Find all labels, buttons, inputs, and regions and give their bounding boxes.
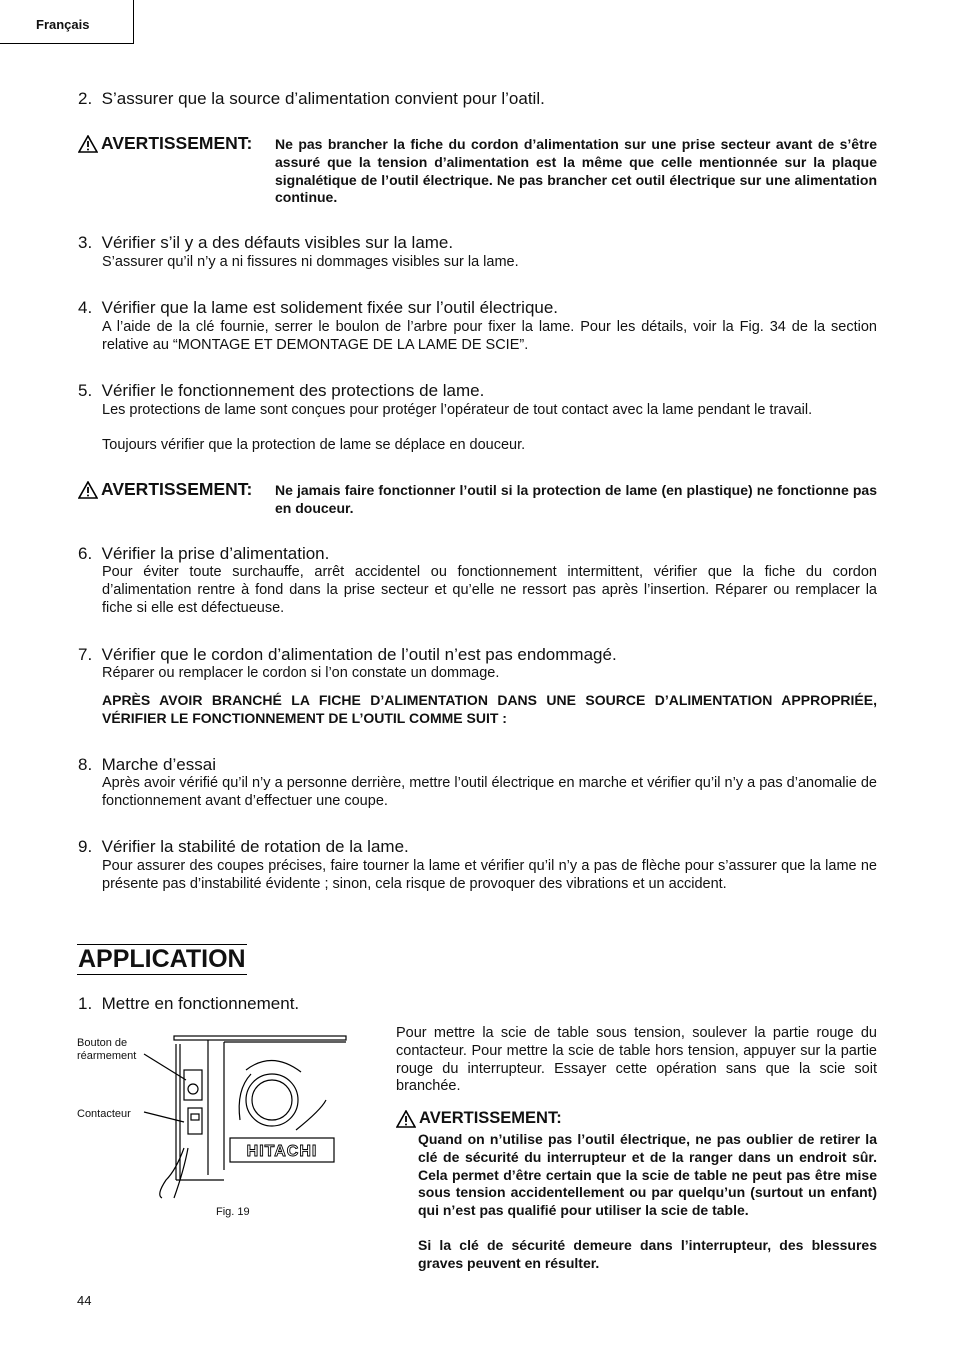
figure-caption: Fig. 19 <box>216 1206 250 1218</box>
item-body: Pour éviter toute surchauffe, arrêt accidentel ou fonctionnement intermittent, vérifier que la fiche du cordon d’alimentation rentre à fond dans la prise secteur et qu’elle ne ressort pas après l’insertion. Réparer ou remplacer la fiche si elle est défectueuse. <box>102 564 877 616</box>
application-step: 1. Mettre en fonctionnement. <box>78 994 300 1013</box>
item-3: 3. Vérifier s’il y a des défauts visibles sur la lame. <box>78 233 454 252</box>
item-body: Pour assurer des coupes précises, faire tourner la lame et vérifier qu’il n’y a pas de flèche pour s’assurer que la lame ne présente pas d’instabilité évidente ; sinon, cela risque de provoquer des vibrations et un accident. <box>102 858 877 892</box>
warning-text: Ne jamais faire fonctionner l’outil si la protection de lame (en plastique) ne fonctionne pas en douceur. <box>275 482 877 516</box>
item-8: 8. Marche d’essai <box>78 755 216 774</box>
warning-icon <box>396 1110 416 1128</box>
warning-label: AVERTISSEMENT: <box>396 1109 562 1128</box>
warning-label: AVERTISSEMENT: <box>78 133 252 154</box>
item-body: Réparer ou remplacer le cordon si l’on constate un dommage. <box>102 665 500 681</box>
section-title: APPLICATION <box>78 945 246 973</box>
item-body: Après avoir vérifié qu’il n’y a personne derrière, mettre l’outil électrique en marche et vérifier qu’il n’y a pas d’anomalie de fonctionnement avant d’effectuer une coupe. <box>102 775 877 809</box>
item-body: S’assurer qu’il n’y a ni fissures ni dommages visibles sur la lame. <box>102 254 519 270</box>
item-bold-note: APRÈS AVOIR BRANCHÉ LA FICHE D’ALIMENTATION DANS UNE SOURCE D’ALIMENTATION APPROPRIÉE, VÉRIFIER LE FONCTIONNEMENT DE L’OUTIL COMME SUIT : <box>102 692 877 726</box>
item-6: 6. Vérifier la prise d’alimentation. <box>78 544 330 563</box>
warning-text: Quand on n’utilise pas l’outil électrique, ne pas oublier de retirer la clé de sécurité du interrupteur et de la ranger dans un endroit sûr. Cela permet d’être certain que la scie de table ne peut pas être mise sous tension accidentellement ou par quelqu’un (surtout un enfant) qui n’est pas qualifié pour utiliser la scie de table. <box>418 1131 877 1219</box>
language-tab <box>0 0 134 44</box>
warning-icon <box>78 481 98 499</box>
item-4: 4. Vérifier que la lame est solidement fixée sur l’outil électrique. <box>78 298 559 317</box>
item-body: Les protections de lame sont conçues pour protéger l’opérateur de tout contact avec la lame pendant le travail. <box>102 402 813 418</box>
language-label: Français <box>36 17 90 32</box>
warning-label: AVERTISSEMENT: <box>78 479 252 500</box>
item-9: 9. Vérifier la stabilité de rotation de la lame. <box>78 837 409 856</box>
item-7: 7. Vérifier que le cordon d’alimentation de l’outil n’est pas endommagé. <box>78 645 617 664</box>
item-body: Toujours vérifier que la protection de lame se déplace en douceur. <box>102 437 526 453</box>
label-reset-button: Bouton de réarmement <box>77 1037 137 1062</box>
item-5: 5. Vérifier le fonctionnement des protections de lame. <box>78 381 485 400</box>
item-title: S’assurer que la source d’alimentation convient pour l’oatil. <box>101 89 545 108</box>
application-text: Pour mettre la scie de table sous tension, soulever la partie rouge du contacteur. Pour mettre la scie de table hors tension, appuyer sur la partie rouge du interrupteur. Essayer cette opération sans que la scie soit branchée. <box>396 1025 877 1095</box>
item-number: 2. <box>78 89 93 108</box>
item-2 <box>78 89 545 109</box>
item-body: A l’aide de la clé fournie, serrer le boulon de l’arbre pour fixer la lame. Pour les détails, voir la Fig. 34 de la section relative au “MONTAGE ET DEMONTAGE DE LA LAME DE SCIE”. <box>102 319 877 353</box>
page-number: 44 <box>77 1293 92 1308</box>
label-switch: Contacteur <box>77 1108 131 1120</box>
warning-text: Si la clé de sécurité demeure dans l’interrupteur, des blessures graves peuvent en résulter. <box>418 1237 877 1271</box>
warning-icon <box>78 135 98 153</box>
figure-19-illustration <box>136 1030 348 1202</box>
brand-text: HITACHI <box>246 1143 318 1160</box>
warning-text: Ne pas brancher la fiche du cordon d’alimentation sur une prise secteur avant de s’être assuré que la tension d’alimentation est la même que celle mentionnée sur la plaque signalétique de l’outil électrique. Ne pas brancher cet outil électrique sur une alimentation continue. <box>275 136 877 206</box>
